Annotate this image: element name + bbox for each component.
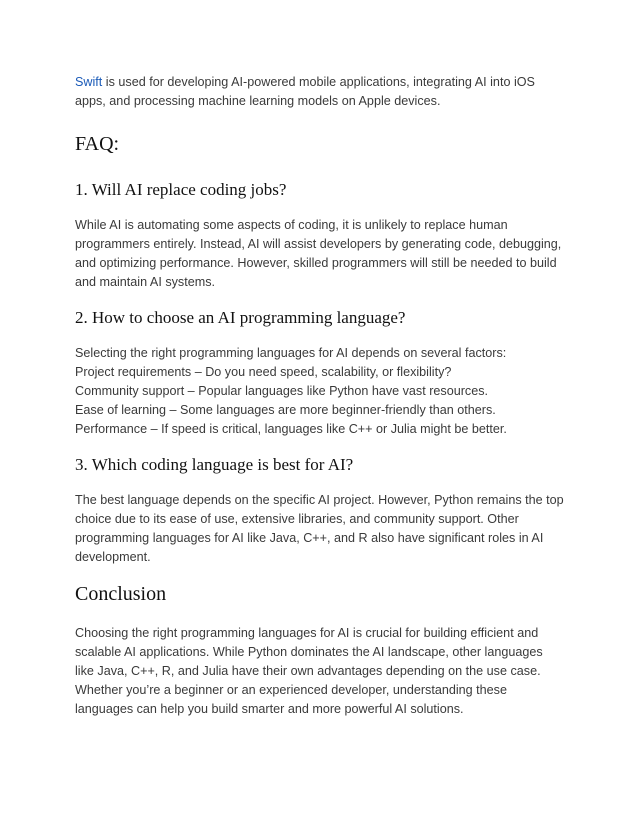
- factor-item: Project requirements – Do you need speed, scalability, or flexibility?: [75, 365, 452, 379]
- question-2-answer: [75, 344, 565, 439]
- factor-item: Ease of learning – Some languages are more beginner-friendly than others.: [75, 403, 496, 417]
- factor-item: Performance – If speed is critical, languages like C++ or Julia might be better.: [75, 422, 507, 436]
- conclusion-paragraph: Choosing the right programming languages for AI is crucial for building efficient and scalable AI applications. While Python dominates the AI landscape, other languages like Java, C++, R, and Julia have their own advantages depending on the use case. Whether you’re a beginner or an experienced developer, understanding these languages can help you build smarter and more powerful AI solutions.: [75, 626, 543, 716]
- document-page: [75, 70, 565, 719]
- question-3-answer: The best language depends on the specific AI project. However, Python remains the top choice due to its ease of use, extensive libraries, and community support. Other programming languages for AI like Java, C++, and R also have significant roles in AI development.: [75, 493, 564, 564]
- swift-link[interactable]: Swift: [75, 75, 103, 89]
- factor-item: Community support – Popular languages like Python have vast resources.: [75, 384, 489, 398]
- question-1-answer: While AI is automating some aspects of coding, it is unlikely to replace human programmers entirely. Instead, AI will assist developers by generating code, debugging, and optimizing performance. However, skilled programmers will still be needed to build and maintain AI systems.: [75, 218, 562, 289]
- question-2-title: 2. How to choose an AI programming language?: [75, 308, 406, 327]
- intro-text: is used for developing AI-powered mobile applications, integrating AI into iOS apps, and processing machine learning models on Apple devices.: [75, 75, 535, 108]
- question-1-title: 1. Will AI replace coding jobs?: [75, 180, 287, 199]
- question-2-intro: Selecting the right programming languages for AI depends on several factors:: [75, 346, 507, 360]
- conclusion-heading: Conclusion: [75, 583, 167, 605]
- question-3-title: 3. Which coding language is best for AI?: [75, 455, 354, 474]
- faq-heading: FAQ:: [75, 133, 120, 155]
- intro-paragraph: [75, 73, 565, 111]
